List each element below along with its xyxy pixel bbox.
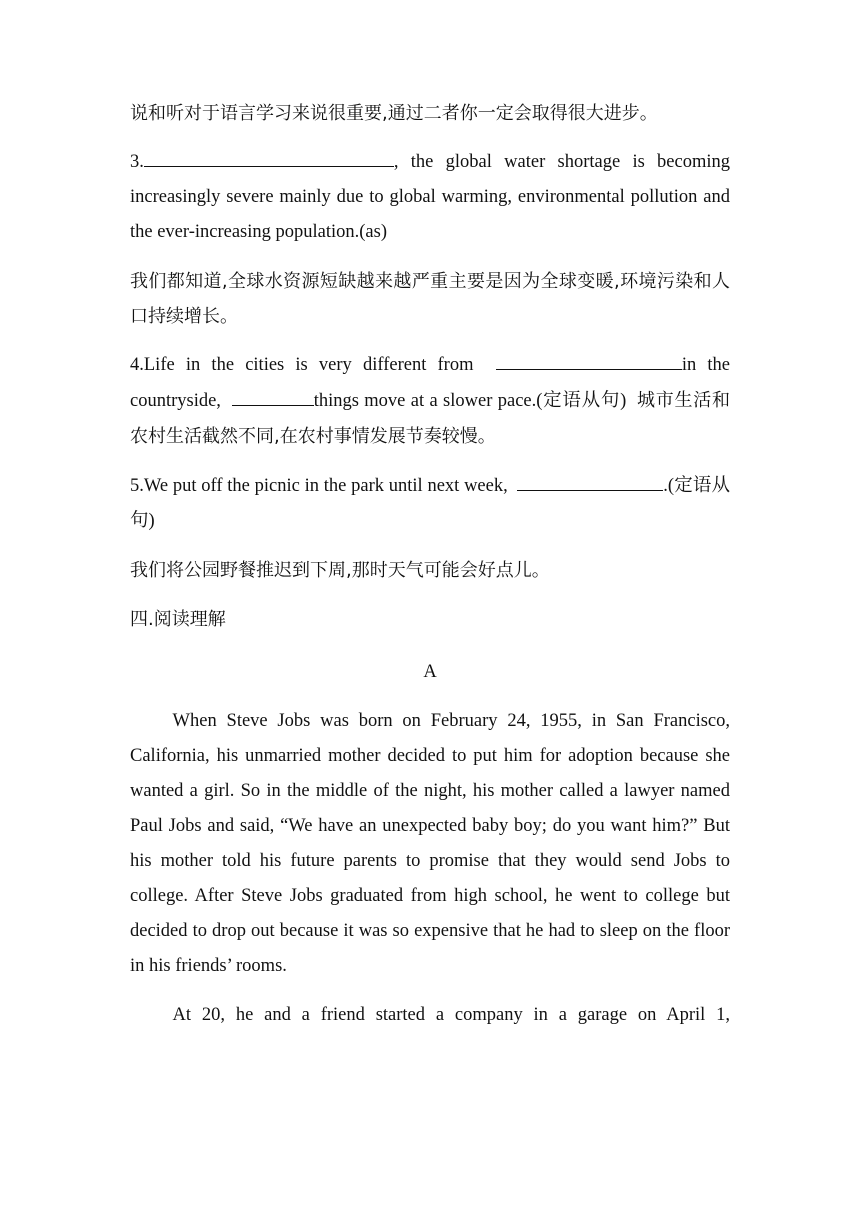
item-4-answer-blank-1[interactable] — [496, 349, 682, 370]
document-page — [130, 96, 730, 1047]
item-4-text-3: things move at a slower pace.(定语从句) — [313, 391, 627, 411]
item-5-answer-blank[interactable] — [517, 470, 663, 491]
passage-label: A — [423, 662, 437, 682]
item-5 — [130, 469, 730, 539]
passage-paragraph-1: When Steve Jobs was born on February 24, 1955, in San Francisco, California, his unmarried mother decided to put him for adoption because she wanted a girl. So in the middle of the night, his mother called a lawyer named Paul Jobs and said, “We have an unexpected baby boy; do you want him?” But his mother told his future parents to promise that they would send Jobs to college. After Steve Jobs graduated from high school, he went to college but decided to drop out because it was so expensive that he had to sleep on the floor in his friends’ rooms. — [130, 711, 730, 976]
item-3-number: 3. — [130, 152, 144, 172]
item-3-answer-blank[interactable] — [144, 146, 394, 167]
item-3-translation: 我们都知道,全球水资源短缺越来越严重主要是因为全球变暖,环境污染和人口持续增长。 — [130, 271, 730, 327]
item-4-translation: 城市生活和农村生活截然不同,在农村事情发展节奏较慢。 — [130, 390, 731, 447]
item-3 — [130, 145, 730, 250]
item-4-text-1: 4.Life in the cities is very different from — [130, 355, 474, 375]
item-2-translation: 说和听对于语言学习来说很重要,通过二者你一定会取得很大进步。 — [130, 103, 658, 124]
item-4-answer-blank-2[interactable] — [232, 385, 314, 406]
item-5-translation: 我们将公园野餐推迟到下周,那时天气可能会好点儿。 — [130, 560, 550, 581]
item-4 — [130, 348, 730, 455]
item-5-text-1: 5.We put off the picnic in the park until next week, — [130, 476, 508, 496]
item-4-text-2: in the countryside, — [130, 355, 730, 411]
item-5-text-2: .(定语从句) — [130, 476, 730, 531]
section-heading: 四.阅读理解 — [130, 609, 226, 630]
passage-paragraph-2: At 20, he and a friend started a company in a garage on April 1, — [172, 1005, 730, 1025]
item-3-text: , the global water shortage is becoming increasingly severe mainly due to global warming, environmental pollution and the ever-increasing population.(as) — [130, 152, 730, 242]
